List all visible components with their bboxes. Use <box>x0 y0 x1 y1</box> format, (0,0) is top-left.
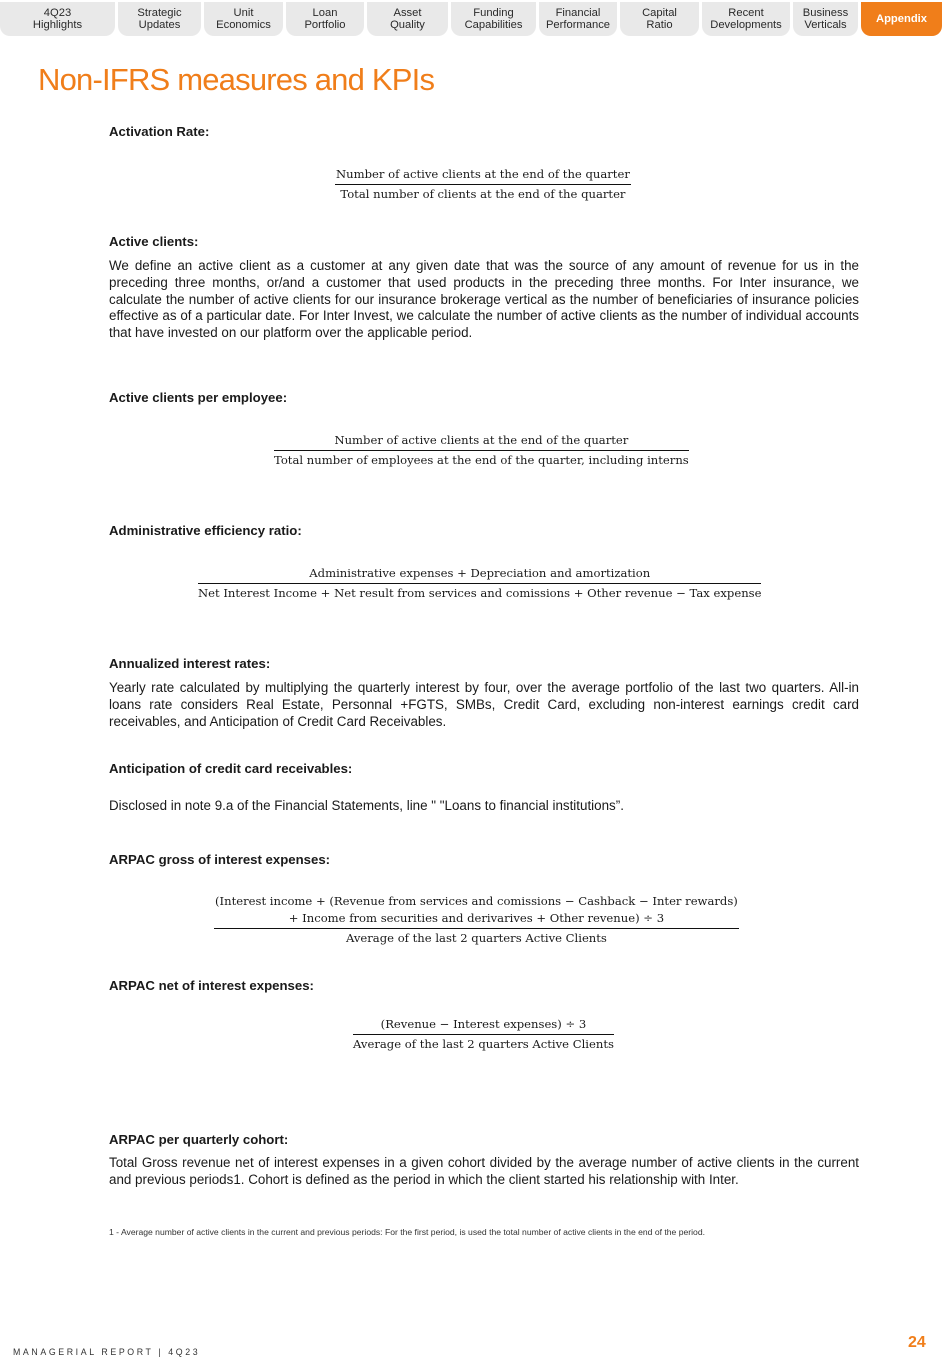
formula-denominator: Average of the last 2 quarters Active Clients <box>345 931 607 945</box>
footnote: 1 - Average number of active clients in the current and previous periods: For the first period, is used the total number of active clients in the end of the period. <box>109 1227 706 1237</box>
formula-numerator: Administrative expenses + Depreciation and amortization <box>198 565 761 584</box>
tab-label: Portfolio <box>304 19 346 31</box>
arpac-cohort-heading: ARPAC per quarterly cohort: <box>109 1132 289 1147</box>
arpac-cohort-definition: Total Gross revenue net of interest expenses in a given cohort divided by the average number of active clients in the current and previous periods1. Cohort is defined as the period in which the client started his relationship with Inter. <box>109 1155 859 1187</box>
tab-label: 4Q23 <box>43 6 72 19</box>
arpac-gross-heading: ARPAC gross of interest expenses: <box>109 852 331 867</box>
formula-numerator: Number of active clients at the end of the quarter <box>335 166 631 185</box>
formula-denominator: Net Interest Income + Net result from services and comissions + Other revenue − Tax expense <box>198 586 762 600</box>
tab-label: Strategic <box>137 6 182 19</box>
formula-denominator: Average of the last 2 quarters Active Clients <box>353 1037 614 1051</box>
tab-funding-capabilities[interactable] <box>451 2 536 36</box>
formula-denominator: Total number of employees at the end of the quarter, including interns <box>274 453 689 467</box>
tab-label: Recent <box>728 6 764 19</box>
tab-label: Loan <box>312 6 338 19</box>
arpac-net-heading: ARPAC net of interest expenses: <box>109 978 314 993</box>
tab-strategic-updates[interactable] <box>118 2 201 36</box>
arpac-net-formula <box>353 1016 614 1053</box>
activation-rate-heading: Activation Rate: <box>109 124 210 139</box>
tab-label: Updates <box>138 19 181 31</box>
active-clients-per-employee-formula <box>274 432 689 469</box>
tab-label: Capital <box>642 6 677 19</box>
activation-rate-formula <box>335 166 631 203</box>
page-title: Non-IFRS measures and KPIs <box>38 62 435 97</box>
tab-label: Capabilities <box>464 19 523 31</box>
tab-label: Business <box>802 6 849 19</box>
anticipation-heading: Anticipation of credit card receivables: <box>109 761 353 776</box>
formula-numerator: (Revenue − Interest expenses) ÷ 3 <box>353 1016 614 1035</box>
tab-label: Asset <box>393 6 422 19</box>
tab-asset-quality[interactable] <box>367 2 448 36</box>
tab-label: Highlights <box>32 19 83 31</box>
tab-label: Developments <box>710 19 782 31</box>
admin-efficiency-formula <box>198 565 761 602</box>
formula-denominator: Total number of clients at the end of the quarter <box>340 187 626 201</box>
formula-numerator-line: (Interest income + (Revenue from services and comissions − Cashback − Inter rewards) <box>215 894 738 908</box>
annualized-rates-definition: Yearly rate calculated by multiplying the quarterly interest by four, over the average portfolio of the last two quarters. All-in loans rate considers Real Estate, Personnal +FGTS, SMBs, Credit Card, excluding non-interest earnings credit card receivables, and Anticipation of Credit Card Receivables. <box>109 680 859 729</box>
active-clients-definition: We define an active client as a customer at any given date that was the source of any amount of revenue for us in the preceding three months, or/and a customer that used products in the preceding three months. For Inter insurance, we calculate the number of active clients for our insurance brokerage vertical as the number of beneficiaries of insurance policies effective as of a particular date. For Inter Invest, we calculate the number of active clients as the number of individual accounts that have invested on our platform over the applicable period. <box>109 258 859 341</box>
tab-financial-performance[interactable] <box>539 2 617 36</box>
tab-label: Financial <box>555 6 601 19</box>
active-clients-heading: Active clients: <box>109 234 199 249</box>
tab-4q23-highlights[interactable] <box>0 2 115 36</box>
formula-numerator <box>214 893 739 929</box>
tab-loan-portfolio[interactable] <box>286 2 364 36</box>
anticipation-definition: Disclosed in note 9.a of the Financial Statements, line " "Loans to financial institutions”. <box>109 798 624 813</box>
tab-unit-economics[interactable] <box>204 2 283 36</box>
tab-label: Economics <box>216 19 271 31</box>
tab-capital-ratio[interactable] <box>620 2 699 36</box>
tab-label: Quality <box>390 19 425 31</box>
page-number: 24 <box>908 1334 926 1351</box>
tab-label: Funding <box>473 6 514 19</box>
admin-efficiency-heading: Administrative efficiency ratio: <box>109 523 302 538</box>
tab-appendix[interactable] <box>861 2 942 36</box>
tab-label: Ratio <box>646 19 673 31</box>
annualized-rates-heading: Annualized interest rates: <box>109 656 271 671</box>
formula-numerator-line: + Income from securities and derivarives + Other revenue) ÷ 3 <box>288 911 665 925</box>
tab-label: Appendix <box>876 12 927 25</box>
formula-numerator: Number of active clients at the end of the quarter <box>274 432 689 451</box>
tab-label: Verticals <box>804 19 847 31</box>
tab-label: Performance <box>545 19 611 31</box>
report-brand: MANAGERIAL REPORT | 4Q23 <box>13 1347 201 1357</box>
section-nav <box>0 2 945 36</box>
tab-recent-developments[interactable] <box>702 2 790 36</box>
active-clients-per-employee-heading: Active clients per employee: <box>109 390 288 405</box>
arpac-gross-formula <box>214 893 739 947</box>
tab-label: Unit <box>233 6 254 19</box>
tab-business-verticals[interactable] <box>793 2 858 36</box>
